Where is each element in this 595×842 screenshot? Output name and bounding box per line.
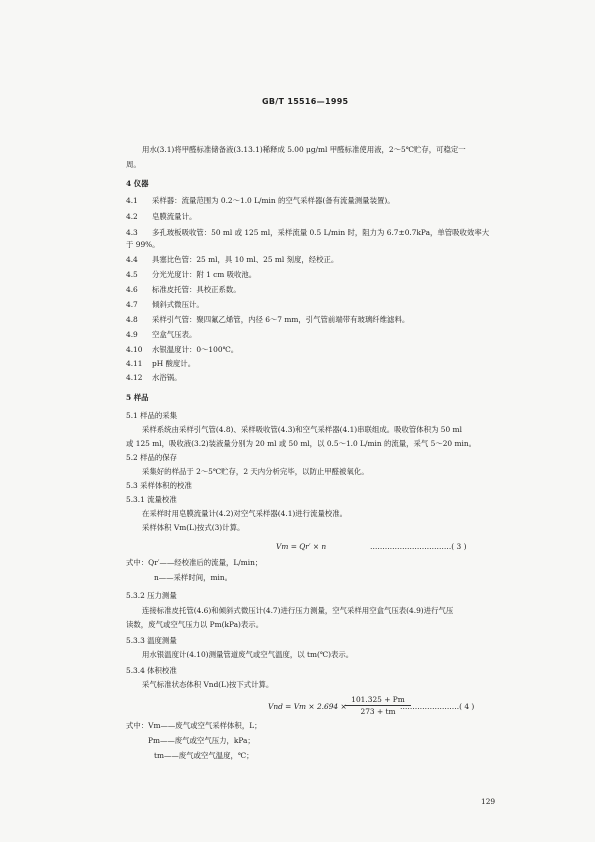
item-4-11-text: pH 酸度计。 <box>152 359 196 368</box>
equation-3-number: ……………………………( 3 ) <box>370 542 467 551</box>
item-4-2-num: 4.2 <box>126 212 138 221</box>
item-4-5-num: 4.5 <box>126 270 138 279</box>
item-4-7-text: 倾斜式微压计。 <box>152 300 204 309</box>
item-4-12-text: 水浴锅。 <box>152 373 182 382</box>
subsection-5-2-title: 5.2 样品的保存 <box>126 453 178 462</box>
where-3-line-1: 式中：Qr′——经校准后的流量，L/min； <box>126 558 263 567</box>
subsection-5-3-title: 5.3 采样体积的校准 <box>126 481 192 490</box>
item-4-3-num: 4.3 <box>126 228 138 237</box>
subsection-5-3-4-title: 5.3.4 体积校准 <box>126 666 177 675</box>
item-4-8-num: 4.8 <box>126 315 138 324</box>
section-5-title: 5 样品 <box>126 393 149 402</box>
item-4-9-num: 4.9 <box>126 330 138 339</box>
subsection-5-1-text-2: 或 125 ml，吸收液(3.2)装液量分别为 20 ml 或 50 ml，以 0.5～1.0 L/min 的流量，采气 5～20 min。 <box>126 439 477 448</box>
item-4-5-text: 分光光度计：附 1 cm 吸收池。 <box>152 270 257 279</box>
item-4-4-text: 具塞比色管：25 ml，具 10 ml、25 ml 刻度，经校正。 <box>152 255 339 264</box>
subsection-5-3-3-text: 用水银温度计(4.10)测量管道废气或空气温度，以 tm(℃)表示。 <box>142 650 354 659</box>
subsection-5-3-2-title: 5.3.2 压力测量 <box>126 591 177 600</box>
item-4-3-cont: 于 99%。 <box>126 240 160 249</box>
item-4-9-text: 空盒气压表。 <box>152 330 197 339</box>
page-number: 129 <box>481 797 496 806</box>
item-4-11-num: 4.11 <box>126 359 143 368</box>
item-4-1-text: 采样器：流量范围为 0.2～1.0 L/min 的空气采样器(备有流量测量装置)。 <box>152 196 395 205</box>
item-4-7-num: 4.7 <box>126 300 138 309</box>
item-4-8-text: 采样引气管：聚四氟乙烯管，内径 6～7 mm，引气管前端带有玻璃纤维滤料。 <box>152 315 410 324</box>
equation-4-numerator: 101.325 + Pm <box>345 695 411 706</box>
item-4-3-text: 多孔玻板吸收管：50 ml 或 125 ml，采样流量 0.5 L/min 时，阻力为 6.7±0.7kPa，单管吸收效率大 <box>152 228 490 237</box>
subsection-5-1-title: 5.1 样品的采集 <box>126 411 178 420</box>
equation-3: Vm = Qr′ × n <box>276 542 327 551</box>
subsection-5-1-text-1: 采样系统由采样引气管(4.8)、采样吸收管(4.3)和空气采样器(4.1)串联组成。吸收管体积为 50 ml <box>142 425 462 434</box>
item-4-1-num: 4.1 <box>126 196 138 205</box>
item-4-4-num: 4.4 <box>126 255 138 264</box>
subsection-5-3-1-text-2: 采样体积 Vm(L)按式(3)计算。 <box>142 523 245 532</box>
where-4-line-3: tm——废气或空气温度，℃； <box>154 751 254 760</box>
subsection-5-3-1-text-1: 在采样时用皂膜流量计(4.2)对空气采样器(4.1)进行流量校准。 <box>142 509 348 518</box>
subsection-5-3-2-text-2: 读数，废气或空气压力以 Pm(kPa)表示。 <box>126 620 264 629</box>
item-4-12-num: 4.12 <box>126 373 143 382</box>
subsection-5-3-4-text: 采气标准状态体积 Vnd(L)按下式计算。 <box>142 680 274 689</box>
section-4-title: 4 仪器 <box>126 179 149 188</box>
subsection-5-3-3-title: 5.3.3 温度测量 <box>126 636 177 645</box>
item-4-2-text: 皂膜流量计。 <box>152 212 197 221</box>
intro-line-2: 周。 <box>126 160 141 169</box>
item-4-10-text: 水银温度计：0～100℃。 <box>152 345 239 354</box>
subsection-5-3-1-title: 5.3.1 流量校准 <box>126 495 177 504</box>
subsection-5-2-text: 采集好的样品于 2～5℃贮存，2 天内分析完毕，以防止甲醛被氧化。 <box>142 467 369 476</box>
item-4-6-num: 4.6 <box>126 285 138 294</box>
equation-4-number: ……………………( 4 ) <box>400 702 475 711</box>
intro-line-1: 用水(3.1)将甲醛标准储备液(3.13.1)稀释成 5.00 μg/ml 甲醛标准使用液，2～5℃贮存，可稳定一 <box>142 145 466 154</box>
item-4-10-num: 4.10 <box>126 345 143 354</box>
where-4-line-1: 式中：Vm——废气或空气采样体积，L； <box>126 721 262 730</box>
where-3-line-2: n——采样时间，min。 <box>154 573 233 582</box>
where-4-line-2: Pm——废气或空气压力，kPa； <box>148 736 255 745</box>
equation-4-left: Vnd = Vm × 2.694 × <box>268 702 347 711</box>
equation-4-denominator: 273 + tm <box>360 707 396 716</box>
subsection-5-3-2-text-1: 连接标准皮托管(4.6)和倾斜式微压计(4.7)进行压力测量，空气采样用空盒气压表(4.9)进行气压 <box>142 606 454 615</box>
standard-header: GB/T 15516—1995 <box>262 97 349 106</box>
item-4-6-text: 标准皮托管：具校正系数。 <box>152 285 241 294</box>
